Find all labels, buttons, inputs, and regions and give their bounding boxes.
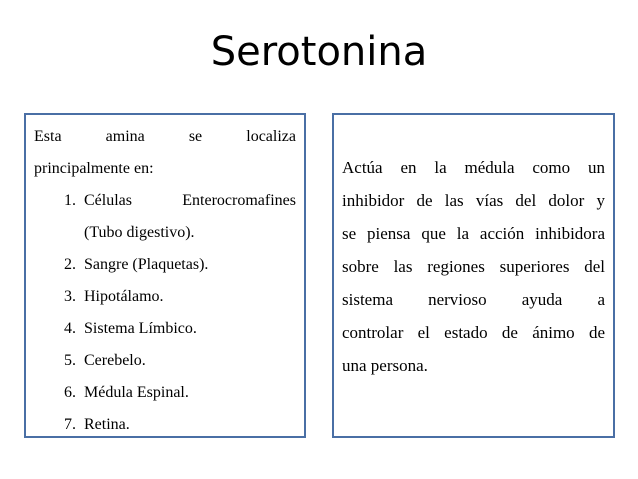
description-line: inhibidor de las vías del dolor y bbox=[342, 191, 605, 210]
intro-word: localiza bbox=[246, 128, 296, 145]
description-line: sobre las regiones superiores del bbox=[342, 257, 605, 276]
intro-line-2: principalmente en: bbox=[34, 160, 154, 177]
location-list bbox=[34, 185, 296, 441]
intro-line-1 bbox=[34, 121, 296, 153]
list-item-text: Cerebelo. bbox=[84, 352, 146, 369]
list-item-text: Hipotálamo. bbox=[84, 288, 164, 305]
list-item-number: 2. bbox=[64, 256, 76, 273]
description-line: sistema nervioso ayuda a bbox=[342, 290, 605, 309]
list-item bbox=[34, 281, 296, 313]
intro-word: amina bbox=[105, 128, 145, 145]
list-item-number: 5. bbox=[64, 352, 76, 369]
description-line: Actúa en la médula como un bbox=[342, 158, 605, 177]
list-item-text: Retina. bbox=[84, 416, 130, 433]
slide-title: Serotonina bbox=[210, 29, 428, 75]
list-item-text: Sistema Límbico. bbox=[84, 320, 197, 337]
intro-word: Esta bbox=[34, 128, 62, 145]
list-item-text-line-2: (Tubo digestivo). bbox=[84, 224, 195, 241]
list-item-number: 1. bbox=[64, 192, 76, 209]
intro-word: se bbox=[188, 128, 203, 145]
list-item-number: 4. bbox=[64, 320, 76, 337]
description-last-line: una persona. bbox=[342, 356, 428, 375]
list-item-text: Médula Espinal. bbox=[84, 384, 189, 401]
description-line: se piensa que la acción inhibidora bbox=[342, 224, 605, 243]
left-text-box bbox=[24, 113, 306, 438]
list-item bbox=[34, 249, 296, 281]
list-item-number: 7. bbox=[64, 416, 76, 433]
list-item-number: 3. bbox=[64, 288, 76, 305]
list-item-word: Células bbox=[84, 192, 132, 209]
list-item-number: 6. bbox=[64, 384, 76, 401]
list-item-text-line-1 bbox=[84, 185, 296, 217]
list-item bbox=[34, 345, 296, 377]
right-text-box bbox=[332, 113, 615, 438]
list-item-word: Enterocromafines bbox=[182, 192, 296, 209]
list-item bbox=[34, 313, 296, 345]
list-item-text: Sangre (Plaquetas). bbox=[84, 256, 209, 273]
list-item bbox=[34, 377, 296, 409]
description-line: controlar el estado de ánimo de bbox=[342, 323, 605, 342]
list-item bbox=[34, 409, 296, 441]
list-item bbox=[34, 185, 296, 249]
